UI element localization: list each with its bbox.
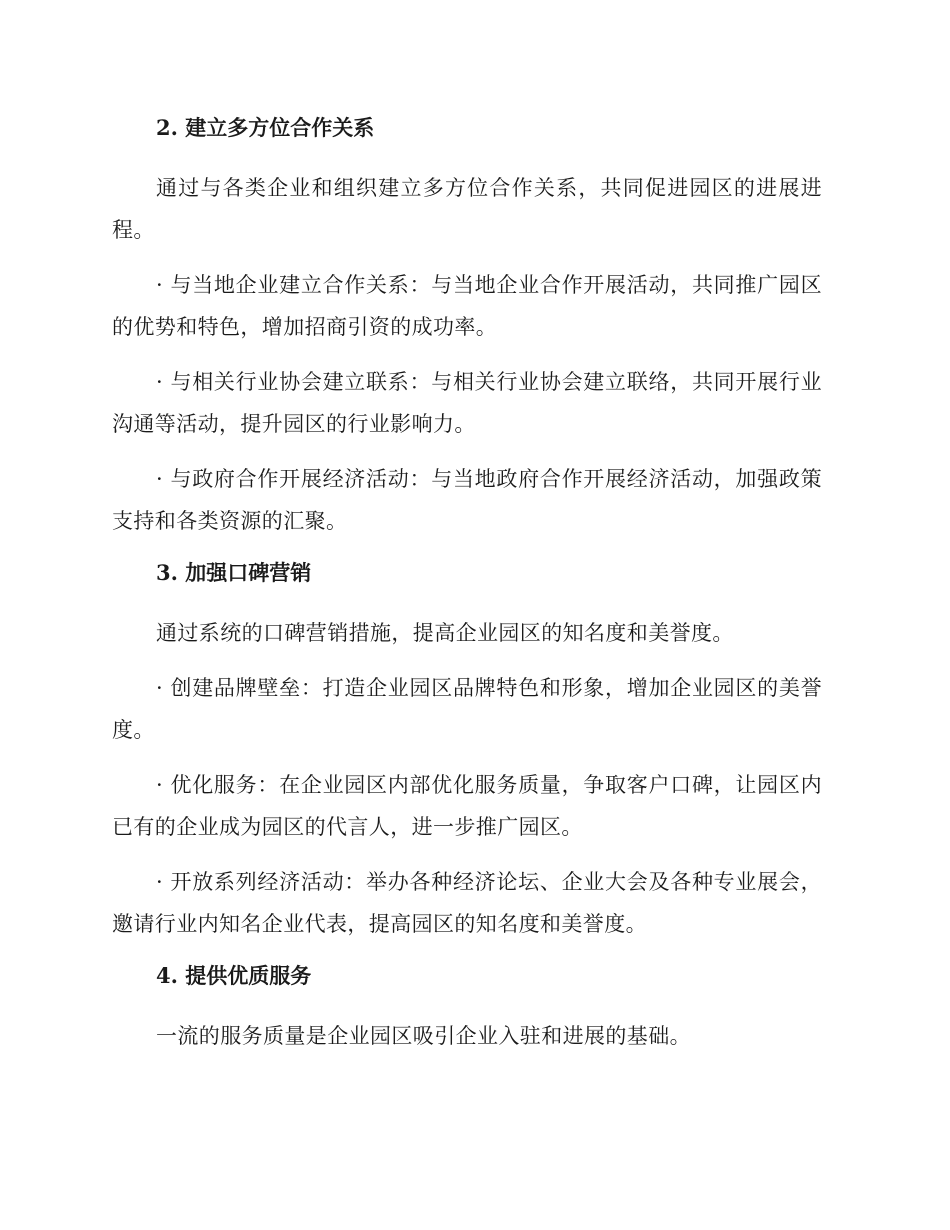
bullet-item: · 与相关行业协会建立联系：与相关行业协会建立联络，共同开展行业沟通等活动，提升园区的行业影响力。 xyxy=(112,370,822,436)
section-heading: 3. 加强口碑营销 xyxy=(156,560,312,585)
section-heading: 4. 提供优质服务 xyxy=(156,963,312,988)
section-heading: 2. 建立多方位合作关系 xyxy=(156,115,375,140)
section-intro: 通过与各类企业和组织建立多方位合作关系，共同促进园区的进展进程。 xyxy=(112,176,822,242)
section-intro: 通过系统的口碑营销措施，提高企业园区的知名度和美誉度。 xyxy=(156,621,734,645)
bullet-item: · 优化服务：在企业园区内部优化服务质量，争取客户口碑，让园区内已有的企业成为园区的代言人，进一步推广园区。 xyxy=(112,773,822,839)
bullet-item: · 与政府合作开展经济活动：与当地政府合作开展经济活动，加强政策支持和各类资源的汇聚。 xyxy=(112,467,822,533)
bullet-item: · 开放系列经济活动：举办各种经济论坛、企业大会及各种专业展会，邀请行业内知名企业代表，提高园区的知名度和美誉度。 xyxy=(112,870,822,936)
bullet-item: · 与当地企业建立合作关系：与当地企业合作开展活动，共同推广园区的优势和特色，增加招商引资的成功率。 xyxy=(112,273,822,339)
bullet-item: · 创建品牌壁垒：打造企业园区品牌特色和形象，增加企业园区的美誉度。 xyxy=(112,676,822,742)
section-intro: 一流的服务质量是企业园区吸引企业入驻和进展的基础。 xyxy=(156,1024,691,1048)
